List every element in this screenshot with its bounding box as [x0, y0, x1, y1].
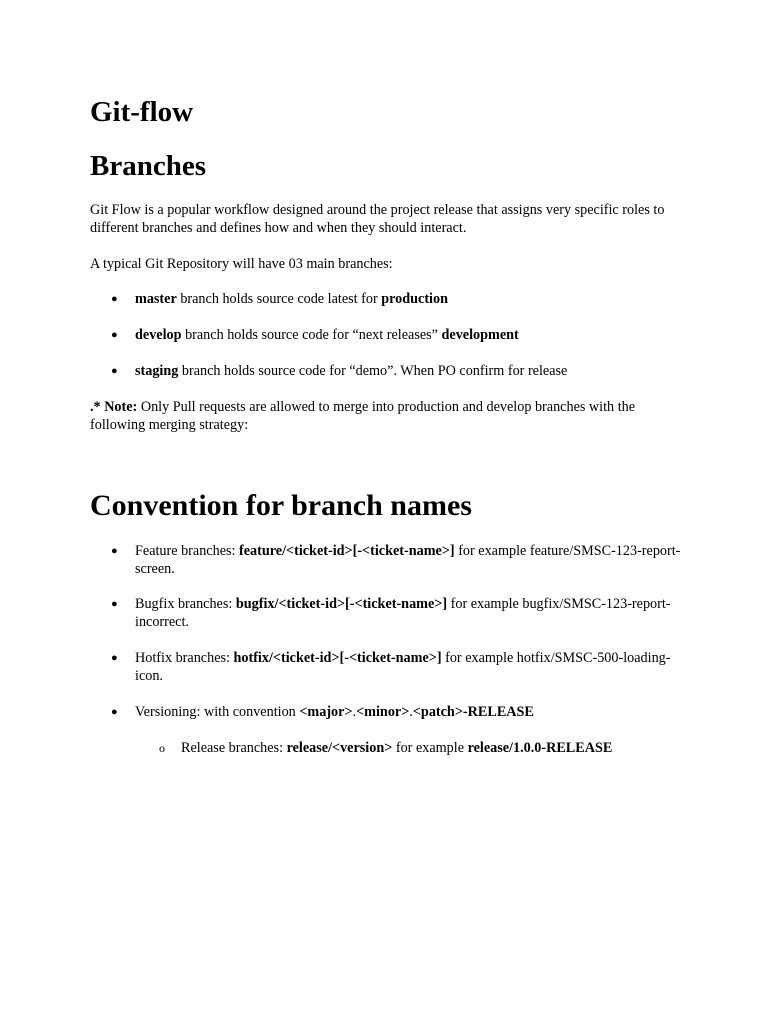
- intro-paragraph: Git Flow is a popular workflow designed around the project release that assigns very specific roles to different branches and defines how and when they should interact.: [90, 202, 665, 236]
- release-example: release/1.0.0-RELEASE: [467, 740, 613, 756]
- typical-paragraph: A typical Git Repository will have 03 main branches:: [90, 256, 393, 272]
- branch-name: develop: [135, 327, 182, 343]
- convention-label: Hotfix branches:: [135, 650, 234, 666]
- convention-pattern: hotfix/<ticket-id>[-<ticket-name>]: [233, 650, 442, 666]
- convention-example: for example feature/SMSC-123-report-screen.: [135, 543, 681, 577]
- convention-pattern: bugfix/<ticket-id>[-<ticket-name>]: [235, 596, 448, 612]
- version-major: <major>: [299, 704, 353, 720]
- version-patch: <patch>: [412, 704, 463, 720]
- list-item-staging: [111, 363, 695, 381]
- bullet-icon: ●: [111, 329, 118, 341]
- branch-target: development: [441, 327, 519, 343]
- convention-label: Feature branches:: [135, 543, 239, 559]
- release-pattern: release/<version>: [286, 740, 393, 756]
- note-label: .* Note:: [90, 399, 138, 415]
- version-release: -RELEASE: [462, 704, 534, 720]
- bullet-icon: ●: [111, 598, 118, 610]
- branch-description: branch holds source code for “demo”. When PO confirm for release: [178, 363, 568, 379]
- branches-heading: Branches: [90, 150, 206, 182]
- circle-bullet-icon: o: [159, 741, 165, 755]
- bullet-icon: ●: [111, 365, 118, 377]
- versioning-label: Versioning: with convention: [135, 704, 300, 720]
- convention-example: for example hotfix/SMSC-500-loading-icon.: [135, 650, 671, 684]
- list-item-feature: [111, 543, 695, 578]
- branch-description: branch holds source code for “next releases”: [181, 327, 442, 343]
- bullet-icon: ●: [111, 293, 118, 305]
- list-item-hotfix: [111, 650, 695, 685]
- document-title: Git-flow: [90, 96, 194, 128]
- branch-name: staging: [135, 363, 179, 379]
- convention-example: for example bugfix/SMSC-123-report-incorrect.: [135, 596, 671, 630]
- bullet-icon: ●: [111, 652, 118, 664]
- convention-pattern: feature/<ticket-id>[-<ticket-name>]: [239, 543, 455, 559]
- branch-name: master: [135, 291, 177, 307]
- branch-target: production: [381, 291, 448, 307]
- release-label: Release branches:: [181, 740, 287, 756]
- bullet-icon: ●: [111, 545, 118, 557]
- version-dot: .: [352, 704, 357, 720]
- list-item-master: [111, 291, 695, 309]
- convention-label: Bugfix branches:: [135, 596, 236, 612]
- list-item-bugfix: [111, 596, 695, 631]
- version-minor: <minor>: [356, 704, 410, 720]
- list-item-versioning: [111, 704, 695, 722]
- convention-heading: Convention for branch names: [90, 489, 472, 522]
- branch-description: branch holds source code latest for: [176, 291, 382, 307]
- list-item-develop: [111, 327, 695, 345]
- bullet-icon: ●: [111, 706, 118, 718]
- list-item-release-branches: [159, 740, 701, 758]
- version-dot: .: [409, 704, 413, 720]
- note-paragraph: [90, 399, 690, 434]
- release-middle: for example: [392, 740, 468, 756]
- note-text: Only Pull requests are allowed to merge into production and develop branches with the following merging strategy:: [90, 399, 636, 433]
